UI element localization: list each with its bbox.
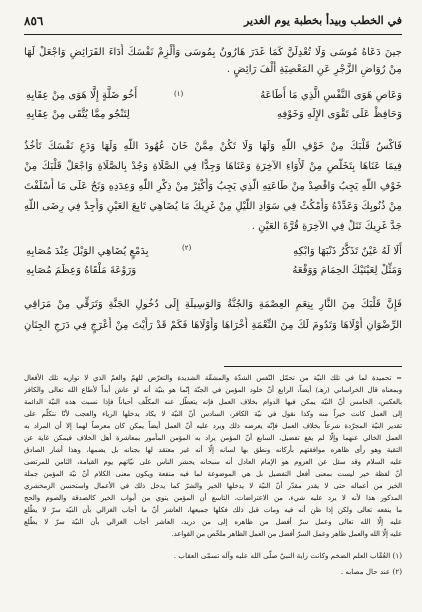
paragraph-line: جينَ دَعَاهُ مُوسَى وَلَا تُعْدِلَنَّ كَمَا غَدَرَ هَارُونُ بِمُوسَى وَأَلْزِمْ نَفْسَكَ أَدَاءَ الفَرَائِضِ وَاجْعَلْ لَهَا (24, 47, 402, 58)
footnote-1: (١) العُقّاب العلم الضخم وكانت راية النبيّ صلّى الله عليه وآله تسمّى العقاب . (173, 551, 402, 560)
poem-hemistich: لِتَنْجُو مِمَّا يُتَّقَى مِنْ عِقَابِهِ (26, 109, 130, 120)
running-title: في الخطب وبيدأ بخطبة يوم الغدير (243, 14, 402, 27)
footnote-2: (٢) عند حال مصابه . (340, 567, 402, 576)
page-number: ٨٥٦ (24, 14, 44, 28)
footnote-line: وبمعناه قال الخراساني (رهـ) أيضاً، الرابع أنّ خلود المؤمن في الجنّة إنّما هو بنيّة أنه لو عاش أبداً لأطاع الله تعالى والكافر (24, 386, 402, 394)
footnote-separator (224, 366, 402, 367)
paragraph-line: مِنْ ذُنُوبِكَ وَعَدِّدْهُ وَأَمْكُثْ فِي سَوَادِ اللَّيْلِ مِنْ غَرِيكَ مَا يُضَاهِي تَابِعَ العَيْنِ وَأَجِدْ فِي رِضَى اللَّهِ (24, 201, 402, 212)
paragraph-line: الرِّضْوَانِ أَوْلَاهَا وَتَدُومَ لَكَ مِنَ النِّعْمَةِ أُخْرَاهَا وَأَوْلَاهَا فَكَمْ قَدْ رَأَيْتَ مِنْ أَعْرَجٍ فِي دَرَجِ الجِنَانِ (24, 320, 402, 331)
footnote-line: التقية وهو رأى ظاهره موافقتهم بأركانه ونطق بها لسانه إلّا أنه غير معتقد لها بجنانه بل يضمها، وهذا أشار الصادق (24, 446, 402, 454)
footnote-line: العمل الخالي عنهما وإلّا لم يقع تفضيل، السابع أنّ المؤمن يراد به المؤمن المأمور بمعاشرة أهل الخلاف فيمكن غاية عن (24, 434, 402, 442)
paragraph-line: جَدَّ غَرِيكَ تَنَلْ فِي الآخِرَةِ قُرَّةَ العَيْنِ . (251, 221, 402, 232)
poem-hemistich: وَعَاصِ هَوَى النَّفْسِ الَّذِي مَا أَطَاعَهُ (260, 90, 402, 101)
poem-hemistich: بِدَمْعٍ يُضَاهِي الوَبْلَ عِنْدَ مُصَابِهِ (26, 246, 149, 257)
paragraph-line: مِنْ رُوَاضِ الزَّجْرِ عَنِ المَعْصِيَةِ أَلْفَ رَائِضٍ . (226, 64, 402, 75)
footnote-line: بالعكس، الخامس أنّ النيّة يمكن فيها الدوام بخلاف العمل فإنه يتعطّل عنه المكلّف أحياناً فإذا نسبت هذه النيّة الدائمة (24, 398, 402, 406)
paragraph-line: فِيمَا عَنَاهَا بِتَخَلُّصِ مِنْ لَأْوَاءِ الآخِرَةِ وَعَنَاهَا وَجِدًّا فِي الصَّلَاةِ وَجُدْ بِالصَّلَاةِ وَاجْعَلْ قَلْبَكَ مِنْ (24, 161, 402, 172)
footnote-line: إلى العمل كانت خيراً منه وكذا نقول في نيّة الكافر، السادس أنّ النيّة لا يكاد يدخلها الرياء والعجب لأنّا نتكلّم على (24, 410, 402, 418)
document-page (24, 0, 402, 612)
footnote-line: عليه إلّا الله تعالى وعمل سرّ أفضل من ظاهره إلى من دريد، العاشر أجاب الغزالي بأن النيّة سرّ لا يطّلع (24, 518, 402, 526)
poem-hemistich: أَلَا لَهُ عَيْنٌ تَذَكَّرُ ذَنْبَهَا وَابْكِهِ (293, 246, 402, 257)
poem-hemistich: أَخُو ضَلَّةٍ إِلَّا هَوَى مِنْ عِقَابِهِ (26, 90, 138, 101)
footnote-line: = تحميدة لما في تلك النيّة من تحمّل النّفس الشدّة والمشقّة الشديدة والتعرّض للهمّ والغمّ الذي لا توازيه تلك الأفعال (24, 374, 402, 382)
footnote-line: المذكور هذا لأنه لا يرد عليه شيء، من الاعتراضات، التاسع أن المؤمن ينوي من أبواب الخير كالصدقة والصوم والحج (24, 494, 402, 502)
footnote-line: أنّ لفظة خير ليست بمعنى أفعل التفضيل بل هي الموضوعة لما فيه منفعة ويكون معنى الكلام أنّ نيّة المؤمن جملة (24, 470, 402, 478)
footnote-line: عليه إلّا الله والعمل ظاهر وعمل السرّ أفضل من العمل الظاهر ملخّص من القواعد. (171, 530, 402, 538)
poem-hemistich: وَمَثِّلْ لِعَيْنَيْكَ الحِمَامَ وَوَقْعَهُ (292, 265, 402, 276)
footnote-line: الخير من أعماله حتى لا يقدر مقدّر أنّ النيّة لا يدخلها الخير والشرّ كما يدخل ذلك في الأعمال واستحسن الزمخشري (24, 482, 402, 490)
poem-hemistich: وَحَافِظْ عَلَى تَقْوَى الإِلَهِ وَخَوْفِهِ (276, 109, 402, 120)
footnote-marker: (٢) (182, 244, 192, 252)
footnote-line: تقدير النيّة المجرّدة شرعاً بخلاف العمل فإنّه يعرضه ذلك ويرد عليه أنّ العمل أيضاً يمكن كان معرضاً لهما إلا أن المراد به (24, 422, 402, 430)
footnote-line: ما ينفعه تعالى ولكن إذا ظن أنه فيه ومات قبل ذلك فكلها جميعها، العاشر أنّ ما أجاب الغزالي بأن النيّة سرّ لا يطّلع (24, 506, 402, 514)
paragraph-line: فَإِنَّ قَلْبَكَ مِنَ النَّارِ بِنِعَمِ العِصْمَةِ وَالجُنَّةُ وَالوَسِيلَةِ إِلَى دُخُولِ الجَنَّةِ وَتَرَقِّي مِنْ مَرَاقِي (24, 299, 402, 310)
footnote-marker: (١) (174, 90, 184, 98)
page-header (24, 14, 402, 35)
paragraph-line: فَاكْسُ قَلْبَكَ مِنْ خَوْفِ اللَّهِ وَلَهَا وَلَا تَكُنْ مِمَّنْ خَانَ عُهُودَ اللَّهِ وَلَهَا وَدَعِ نَفْسَكَ تَأْخُذُ (24, 141, 402, 152)
paragraph-line: خَوْفِ اللَّهِ يَجِبُ وَاقْصِدْ مِنْ طَاعَتِهِ الَّذِي يَجِبُ وَأَكْثِرْ مِنْ ذِكْرِ اللَّهِ وَعِدَدِهِ وَنَحُ عَلَى مَا أَسْلَفْتَ (24, 181, 402, 192)
footnote-line: عليه السلام وقد سئل عن العزوم هو الإمام العادل أنه سبحانه يحشر الناس على نيّاتهم يوم القيامة، الثامن للمرتضى (24, 458, 402, 466)
poem-hemistich: وَرَوْعَةَ مَلْقَاهُ وَعِظَمَ مُصَابِهِ (26, 265, 137, 276)
